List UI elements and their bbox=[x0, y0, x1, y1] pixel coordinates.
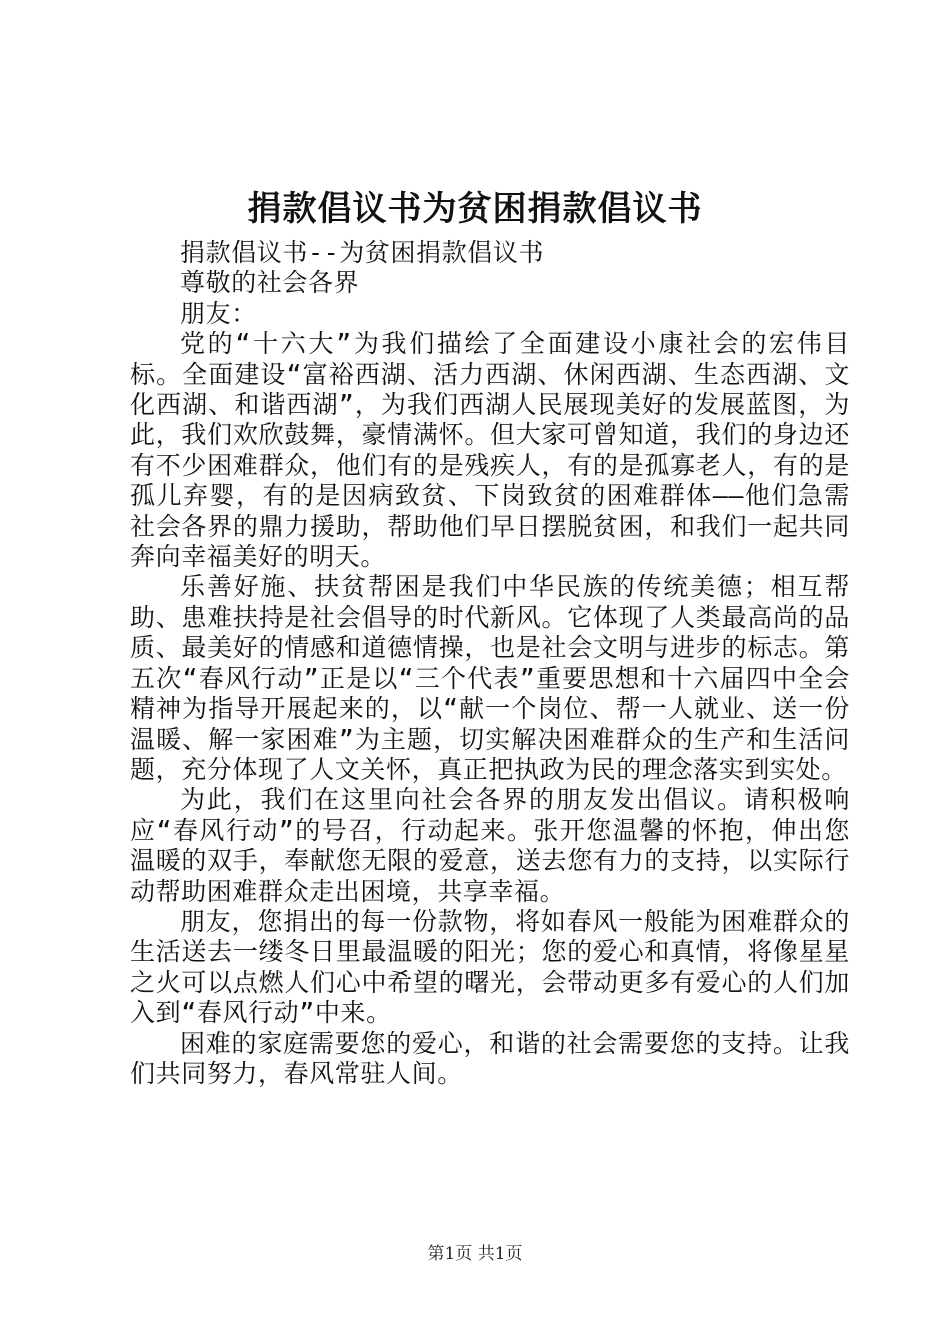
document-title: 捐款倡议书为贫困捐款倡议书 bbox=[247, 189, 703, 229]
paragraph-salutation: 尊敬的社会各界 bbox=[180, 268, 360, 298]
document-body bbox=[130, 238, 850, 1089]
paragraph-subtitle: 捐款倡议书--为贫困捐款倡议书 bbox=[180, 238, 545, 267]
paragraph-salutation-cont: 朋友： bbox=[180, 298, 257, 328]
paragraph-body: 为此，我们在这里向社会各界的朋友发出倡议。请积极响应“春风行动”的号召，行动起来。张开您温馨的怀抱，伸出您温暖的双手，奉献您无限的爱意，送去您有力的支持，以实际行动帮助困难群众走出困境，共享幸福。 bbox=[130, 785, 850, 906]
paragraph-body: 乐善好施、扶贫帮困是我们中华民族的传统美德；相互帮助、患难扶持是社会倡导的时代新风。它体现了人类最高尚的品质、最美好的情感和道德情操，也是社会文明与进步的标志。第五次“春风行动”正是以“三个代表”重要思想和十六届四中全会精神为指导开展起来的，以“献一个岗位、帮一人就业、送一份温暖、解一家困难”为主题，切实解决困难群众的生产和生活问题，充分体现了人文关怀，真正把执政为民的理念落实到实处。 bbox=[130, 572, 850, 784]
paragraph-closing: 困难的家庭需要您的爱心，和谐的社会需要您的支持。让我们共同努力，春风常驻人间。 bbox=[130, 1028, 850, 1088]
paragraph-body: 党的“十六大”为我们描绘了全面建设小康社会的宏伟目标。全面建设“富裕西湖、活力西湖、休闲西湖、生态西湖、文化西湖、和谐西湖”，为我们西湖人民展现美好的发展蓝图，为此，我们欢欣鼓舞，豪情满怀。但大家可曾知道，我们的身边还有不少困难群众，他们有的是残疾人，有的是孤寡老人，有的是孤儿弃婴，有的是因病致贫、下岗致贫的困难群体——他们急需社会各界的鼎力援助，帮助他们早日摆脱贫困，和我们一起共同奔向幸福美好的明天。 bbox=[130, 329, 850, 572]
page-number: 第1页 共1页 bbox=[427, 1244, 523, 1264]
paragraph-body: 朋友，您捐出的每一份款物，将如春风一般能为困难群众的生活送去一缕冬日里最温暖的阳光；您的爱心和真情，将像星星之火可以点燃人们心中希望的曙光，会带动更多有爱心的人们加入到“春风行动”中来。 bbox=[130, 906, 850, 1028]
